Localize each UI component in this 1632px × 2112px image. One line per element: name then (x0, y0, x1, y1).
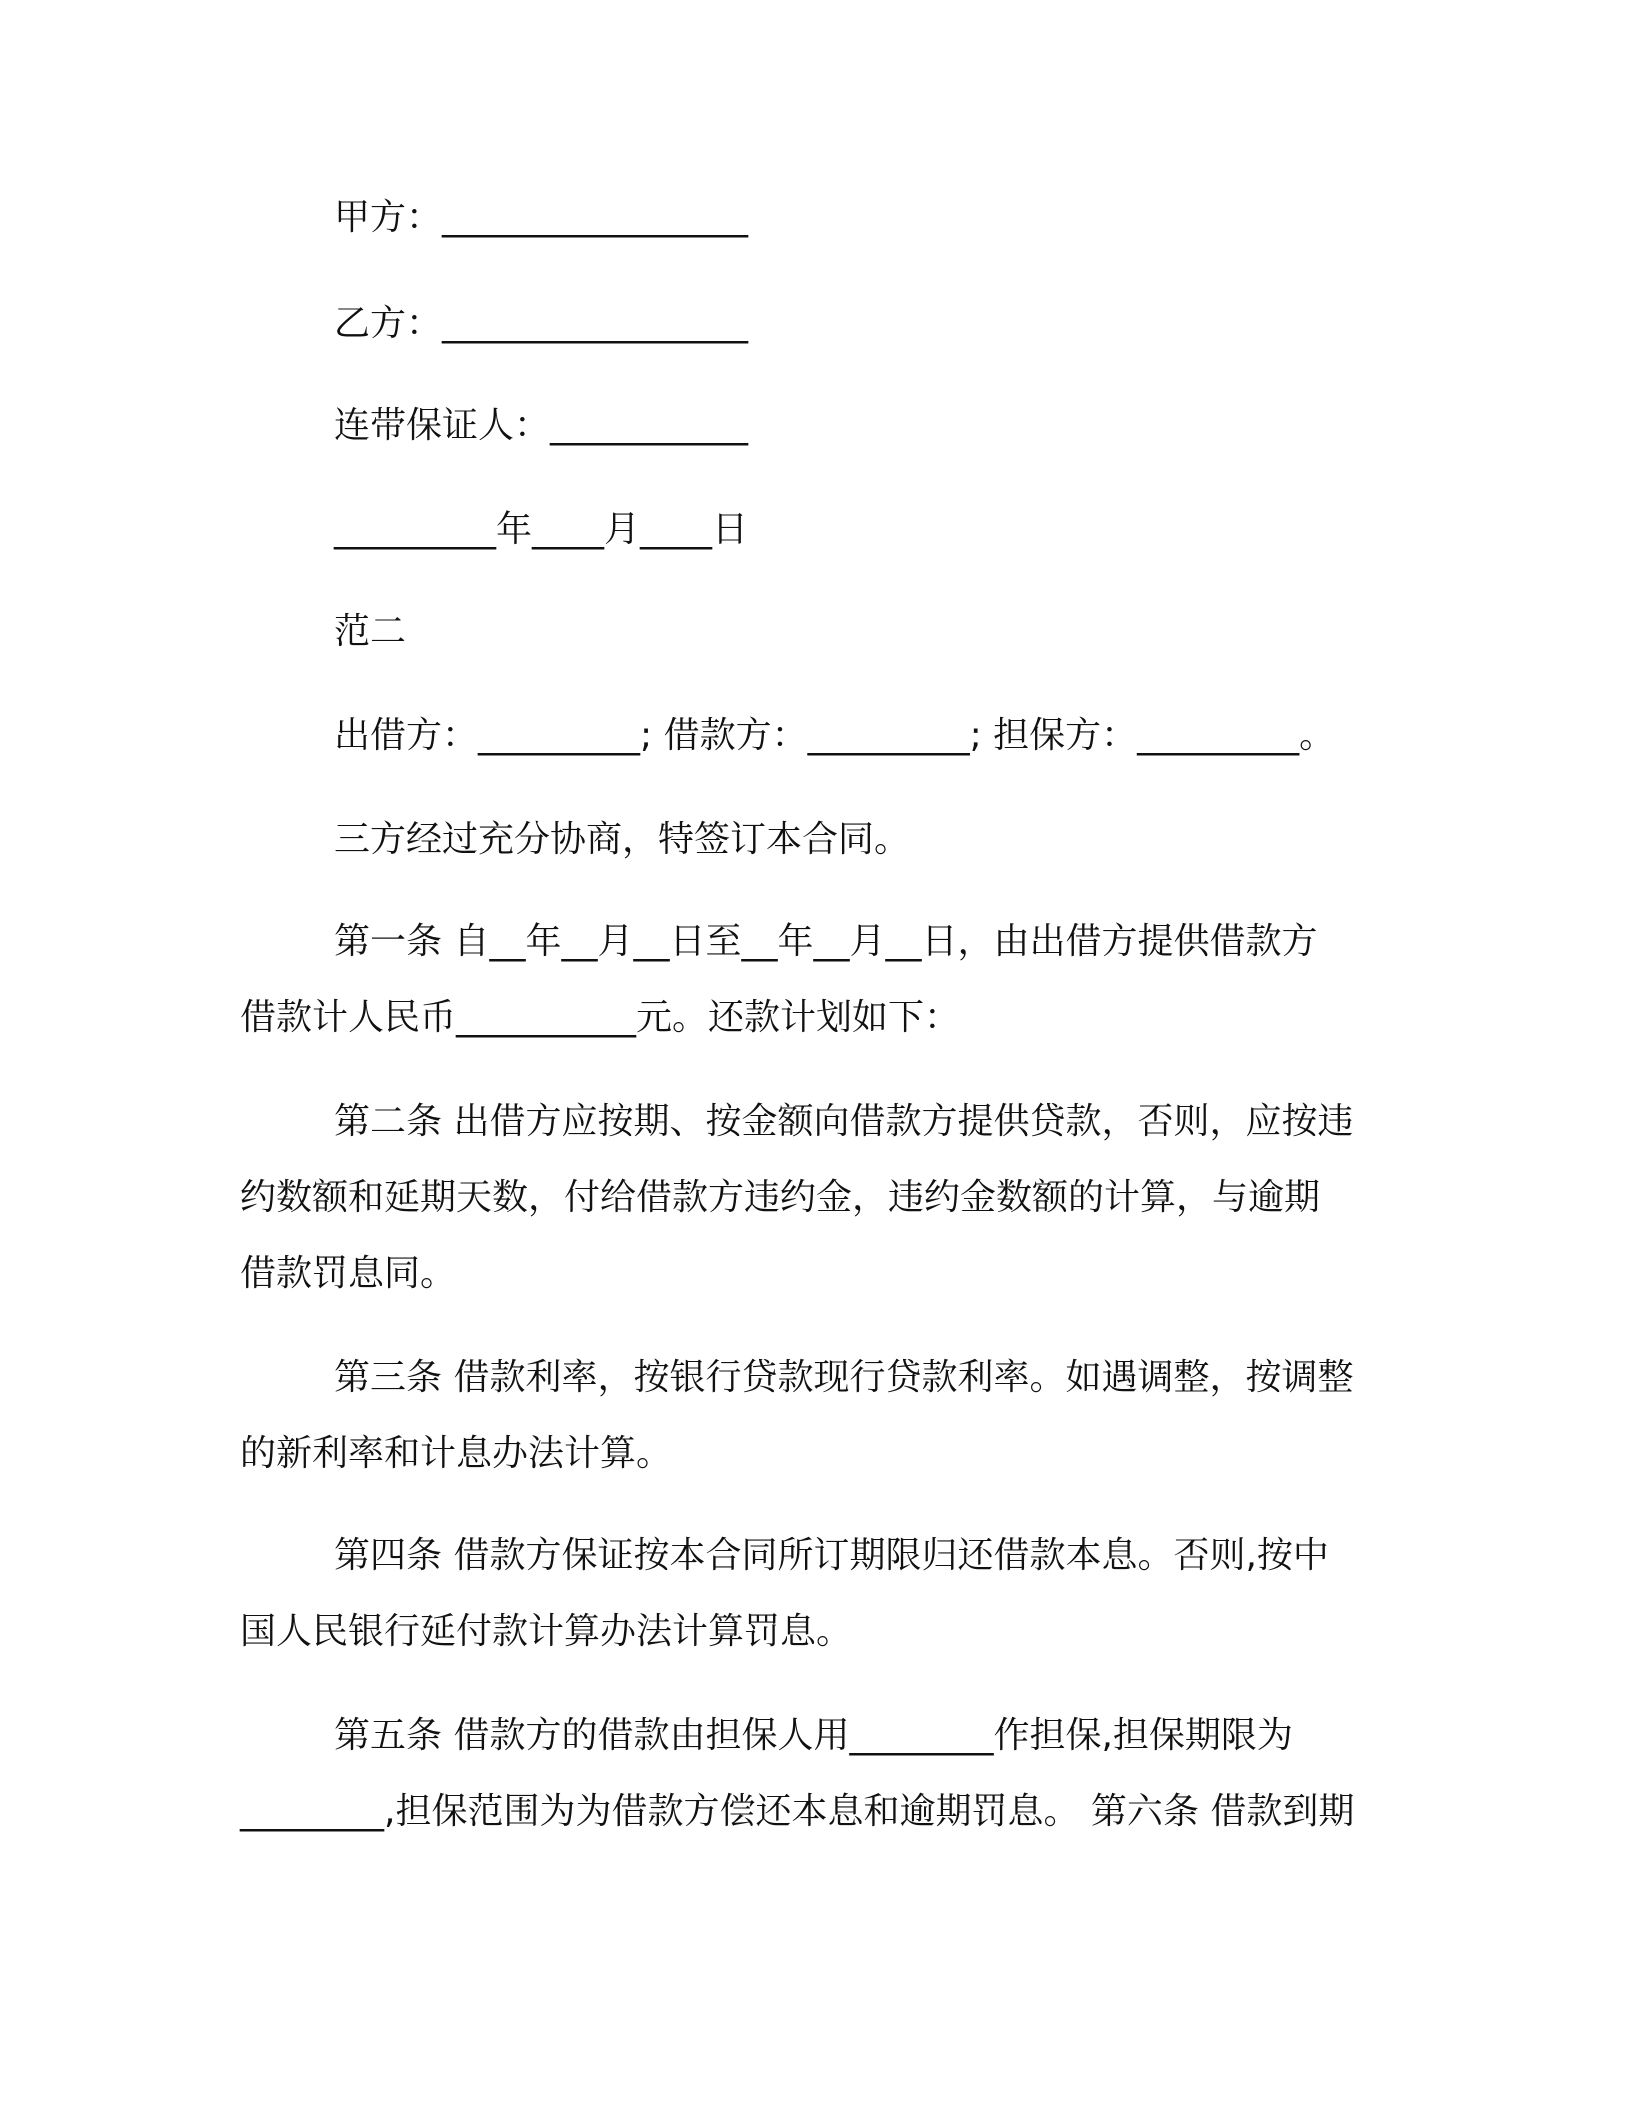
date-line: _________年____月____日 (334, 509, 748, 550)
article4-line2: 国人民银行延付款计算办法计算罚息。 (240, 1611, 853, 1652)
article5-line1: 第五条 借款方的借款由担保人用________作担保,担保期限为 (334, 1715, 1293, 1756)
article2-line3: 借款罚息同。 (240, 1253, 457, 1294)
article2-line2: 约数额和延期天数，付给借款方违约金，违约金数额的计算，与逾期 (240, 1177, 1321, 1218)
article3-line2: 的新利率和计息办法计算。 (240, 1433, 673, 1474)
guarantor-line: 连带保证人：___________ (334, 405, 749, 446)
article3-line1: 第三条 借款利率，按银行贷款现行贷款利率。如遇调整，按调整 (334, 1357, 1354, 1398)
sample-title: 范二 (334, 611, 407, 652)
article5-line2: ________,担保范围为为借款方偿还本息和逾期罚息。 第六条 借款到期 (240, 1791, 1355, 1832)
party-b-line: 乙方：_________________ (334, 303, 749, 344)
article1-line1: 第一条 自__年__月__日至__年__月__日，由出借方提供借款方 (334, 921, 1318, 962)
article4-line1: 第四条 借款方保证按本合同所订期限归还借款本息。否则,按中 (334, 1535, 1329, 1576)
article2-line1: 第二条 出借方应按期、按金额向借款方提供贷款，否则，应按违 (334, 1101, 1354, 1142)
party-a-line: 甲方：_________________ (334, 197, 749, 238)
preamble-line: 三方经过充分协商，特签订本合同。 (334, 819, 911, 860)
article1-line2: 借款计人民币__________元。还款计划如下： (240, 997, 961, 1038)
parties-line: 出借方：_________; 借款方：_________; 担保方：_________。 (334, 715, 1336, 756)
